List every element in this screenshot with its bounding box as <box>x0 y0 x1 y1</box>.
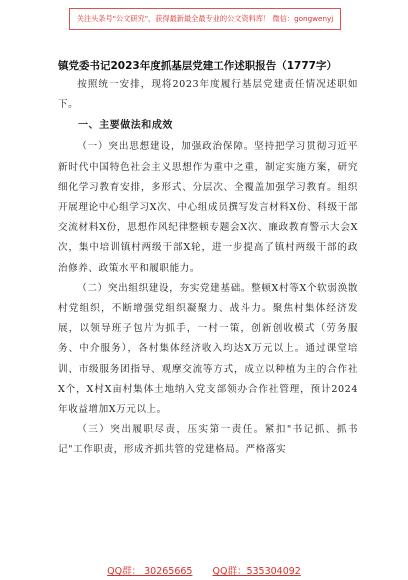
qq-group-link-2[interactable]: QQ群：535304092 <box>212 566 301 577</box>
body-paragraph-2: （二）突出组织建设，夯实党建基础。整顿X村等X个软弱涣散村党组织，不断增强党组织凝聚力、战斗力。聚焦村集体经济发展，以领导班子包片为抓手，一村一策，创新创收模式（劳务服务、中介服务），各村集体经济收入均达X万元以上。通过课堂培训、市级服务团指导、观摩交流等方式，成立以种植为主的合作社X个，X村X亩村集体土地纳入党支部领办合作社管理，预计2024年收益增加X万元以上。 <box>58 282 358 416</box>
intro-paragraph: 按照统一安排，现将2023年度履行基层党建责任情况述职如下。 <box>58 79 358 111</box>
document-body <box>58 75 358 461</box>
section-heading: 一、主要做法和成效 <box>78 120 173 132</box>
document-title: 镇党委书记2023年度抓基层党建工作述职报告（1777字） <box>58 60 337 72</box>
promo-banner <box>69 8 341 30</box>
footer-contact <box>0 563 408 577</box>
body-paragraph-1: （一）突出思想建设，加强政治保障。坚持把学习贯彻习近平新时代中国特色社会主义思想作为重中之重，制定实施方案，研究细化学习教育安排，多形式、分层次、全覆盖加强学习教育。组织开展理论中心组学习X次、中心组成员撰写发言材料X份、科级干部交流材料X份，思想作风纪律整顿专题会X次、廉政教育警示大会X次，集中培训镇村两级干部X轮，进一步提高了镇村两级干部的政治修养、政策水平和履职能力。 <box>58 141 358 274</box>
promo-banner-text: 关注头条号"公文研究"，获得最新最全最专业的公文资料库！ 微信：gongwenyj <box>76 14 334 23</box>
qq-group-link-1[interactable]: QQ群： 30265665 <box>107 566 193 577</box>
body-paragraph-3: （三）突出履职尽责，压实第一责任。紧扣"书记抓、抓书记"工作职责，形成齐抓共管的党建格局。严格落实 <box>58 424 358 456</box>
